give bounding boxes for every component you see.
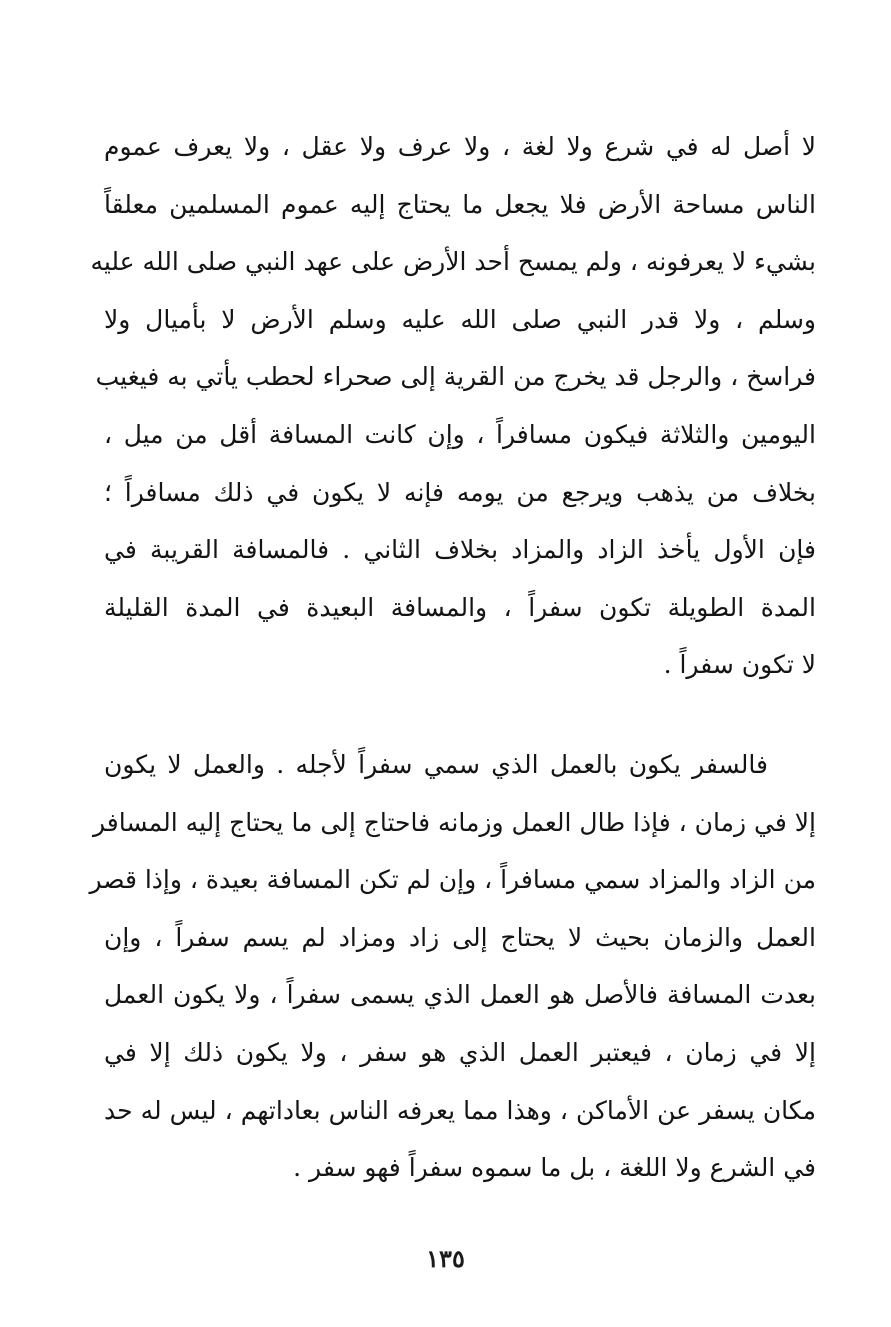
text-line: بخلاف من يذهب ويرجع من يومه فإنه لا يكون في ذلك مسافراً ؛	[104, 477, 816, 507]
text-line: اليومين والثلاثة فيكون مسافراً ، وإن كانت المسافة أقل من ميل ،	[104, 419, 816, 449]
text-line: من الزاد والمزاد سمي مسافراً ، وإن لم تكن المسافة بعيدة ، وإذا قصر	[89, 865, 816, 895]
text-line: فإن الأول يأخذ الزاد والمزاد بخلاف الثاني . فالمسافة القريبة في	[104, 535, 816, 565]
text-line: إلا في زمان ، فيعتبر العمل الذي هو سفر ، ولا يكون ذلك إلا في	[104, 1037, 816, 1067]
text-line: في الشرع ولا اللغة ، بل ما سموه سفراً فهو سفر .	[293, 1153, 816, 1183]
text-line: إلا في زمان ، فإذا طال العمل وزمانه فاحتاج إلى ما يحتاج إليه المسافر	[93, 807, 816, 837]
text-line: الناس مساحة الأرض فلا يجعل ما يحتاج إليه عموم المسلمين معلقاً	[104, 189, 816, 219]
text-line: وسلم ، ولا قدر النبي صلى الله عليه وسلم الأرض لا بأميال ولا	[104, 304, 816, 334]
text-line: المدة الطويلة تكون سفراً ، والمسافة البعيدة في المدة القليلة	[104, 592, 816, 622]
page-number: ١٣٥	[426, 1244, 465, 1273]
text-line: فالسفر يكون بالعمل الذي سمي سفراً لأجله . والعمل لا يكون	[104, 750, 768, 779]
text-line: لا تكون سفراً .	[663, 650, 816, 680]
text-line: مكان يسفر عن الأماكن ، وهذا مما يعرفه الناس بعاداتهم ، ليس له حد	[104, 1095, 816, 1125]
paragraph-2	[89, 736, 816, 1197]
text-line: العمل والزمان بحيث لا يحتاج إلى زاد ومزاد لم يسم سفراً ، وإن	[104, 922, 816, 952]
text-line: بشيء لا يعرفونه ، ولم يمسح أحد الأرض على عهد النبي صلى الله عليه	[90, 247, 816, 277]
text-line: بعدت المسافة فالأصل هو العمل الذي يسمى سفراً ، ولا يكون العمل	[104, 980, 816, 1010]
text-line: فراسخ ، والرجل قد يخرج من القرية إلى صحراء لحطب يأتي به فيغيب	[95, 362, 816, 392]
text-line: لا أصل له في شرع ولا لغة ، ولا عرف ولا عقل ، ولا يعرف عموم	[104, 132, 816, 161]
paragraph-1	[90, 118, 816, 694]
